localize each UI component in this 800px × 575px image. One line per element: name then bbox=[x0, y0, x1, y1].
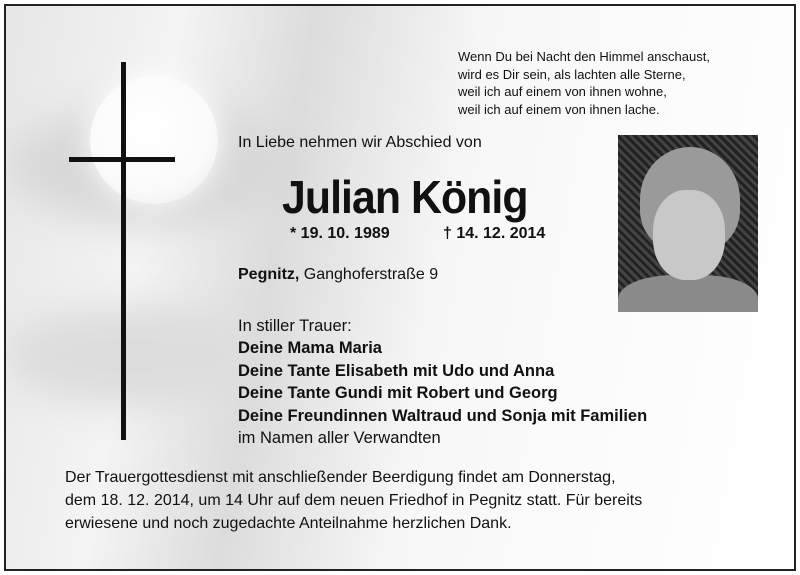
portrait-photo bbox=[618, 135, 758, 312]
mourners bbox=[238, 315, 647, 449]
address-street: Ganghoferstraße 9 bbox=[299, 266, 439, 283]
service-info bbox=[65, 466, 642, 535]
birth-date: * 19. 10. 1989 bbox=[290, 225, 390, 242]
mourners-intro: In stiller Trauer: bbox=[238, 317, 352, 335]
service-line: Der Trauergottesdienst mit anschließender Beerdigung findet am Donnerstag, bbox=[65, 469, 616, 486]
mourners-outro: im Namen aller Verwandten bbox=[238, 429, 441, 448]
mourner: Deine Mama Maria bbox=[238, 339, 382, 358]
poem-line: wird es Dir sein, als lachten alle Sterne, bbox=[458, 66, 686, 82]
mourner: Deine Tante Gundi mit Robert und Georg bbox=[238, 384, 558, 403]
deceased-name: Julian König bbox=[282, 171, 528, 223]
cross-icon-bar bbox=[69, 157, 175, 162]
death-date: † 14. 12. 2014 bbox=[443, 225, 546, 242]
mourner: Deine Tante Elisabeth mit Udo und Anna bbox=[238, 361, 555, 380]
address bbox=[238, 266, 438, 284]
service-line: dem 18. 12. 2014, um 14 Uhr auf dem neuen Friedhof in Pegnitz statt. Für bereits bbox=[65, 492, 643, 509]
intro-text: In Liebe nehmen wir Abschied von bbox=[238, 134, 482, 151]
cloud-decoration bbox=[6, 306, 256, 406]
poem bbox=[458, 48, 710, 118]
address-city: Pegnitz, bbox=[238, 266, 300, 283]
obituary-frame bbox=[4, 4, 796, 571]
service-line: erwiesene und noch zugedachte Anteilnahme herzlichen Dank. bbox=[65, 515, 512, 532]
mourner: Deine Freundinnen Waltraud und Sonja mit Familien bbox=[238, 406, 648, 425]
poem-line: weil ich auf einem von ihnen wohne, bbox=[458, 84, 667, 99]
sun-decoration bbox=[90, 76, 218, 204]
poem-line: Wenn Du bei Nacht den Himmel anschaust, bbox=[458, 49, 710, 64]
cross-icon bbox=[121, 62, 126, 440]
poem-line: weil ich auf einem von ihnen lache. bbox=[458, 101, 660, 117]
